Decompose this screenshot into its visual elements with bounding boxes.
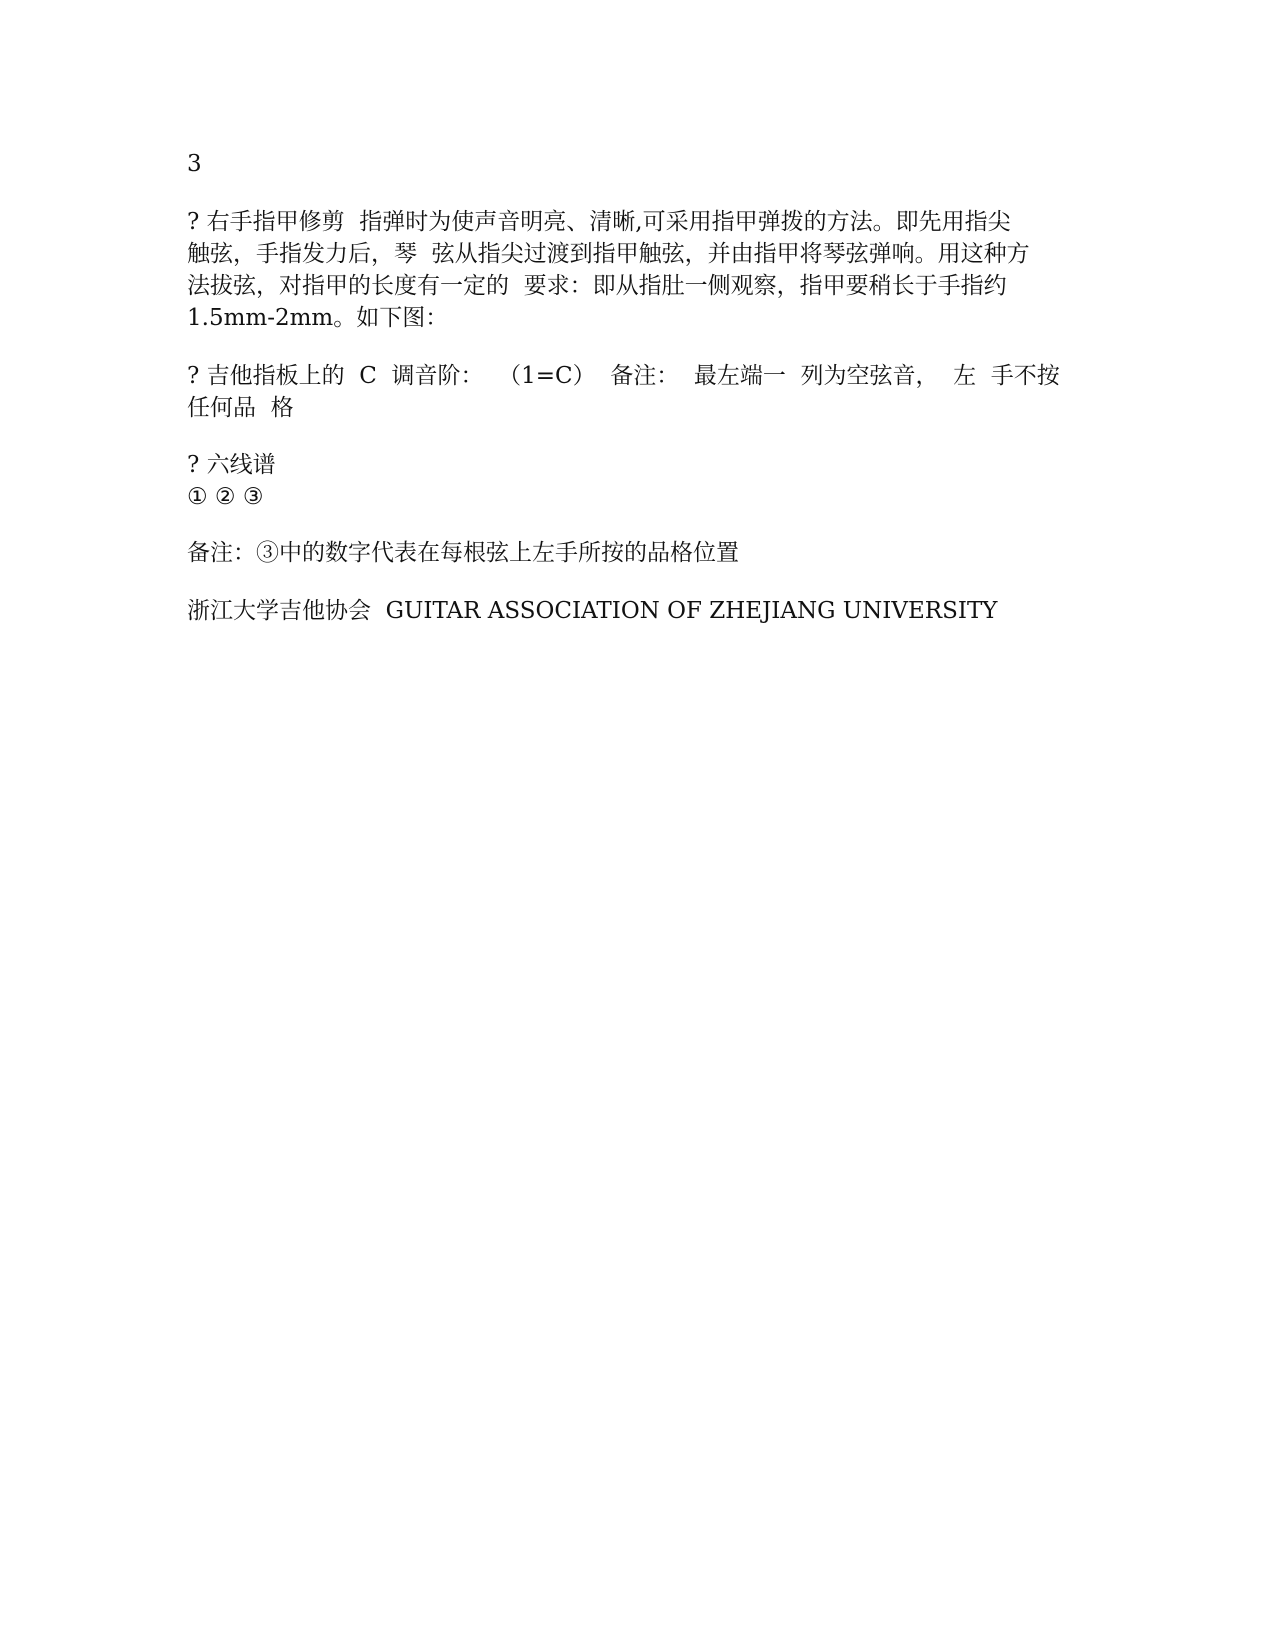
fingernail-paragraph-line-3: 法拔弦，对指甲的长度有一定的 要求：即从指肚一侧观察，指甲要稍长于手指约 — [187, 273, 1007, 299]
fingernail-paragraph-line-4: 1.5mm-2mm。如下图： — [187, 305, 449, 331]
fingernail-paragraph-line-2: 触弦，手指发力后，琴 弦从指尖过渡到指甲触弦，并由指甲将琴弦弹响。用这种方 — [187, 241, 1030, 267]
c-scale-paragraph-line-1: ? 吉他指板上的 C 调音阶： （1=C） 备注： 最左端一 列为空弦音， 左 手不按 — [187, 363, 1060, 389]
fingernail-paragraph-line-1: ? 右手指甲修剪 指弹时为使声音明亮、清晰,可采用指甲弹拨的方法。即先用指尖 — [187, 209, 1011, 235]
tablature-note: 备注：③中的数字代表在每根弦上左手所按的品格位置 — [187, 540, 739, 566]
association-footer: 浙江大学吉他协会 GUITAR ASSOCIATION OF ZHEJIANG UNIVERSITY — [187, 598, 998, 624]
tablature-heading: ? 六线谱 — [187, 452, 276, 478]
tablature-circled-numbers: ① ② ③ — [187, 484, 264, 510]
page-number: 3 — [187, 151, 202, 177]
c-scale-paragraph-line-2: 任何品 格 — [187, 395, 294, 421]
